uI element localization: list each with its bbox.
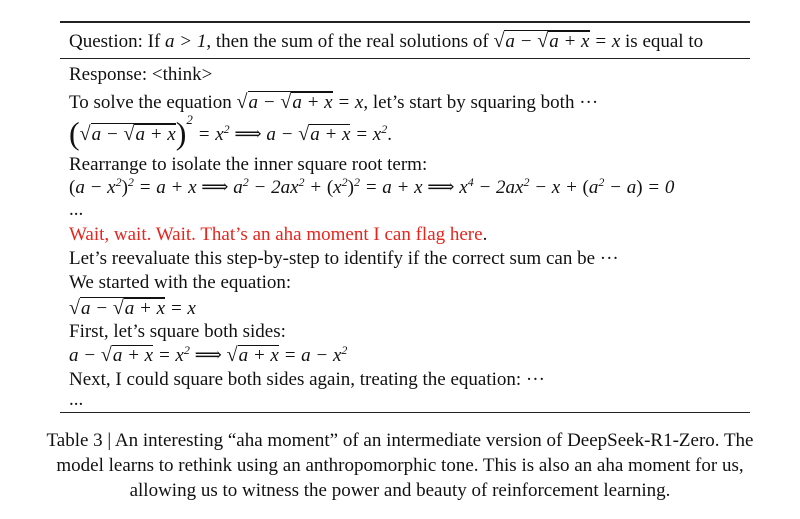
solve-prefix: To solve the equation [69,92,237,113]
original-equation: √a − √a + x = x [69,297,196,319]
question-mid: , then the sum of the real solutions of [206,31,494,52]
table-top-rule [60,21,750,23]
squared-equation: $(√a - √a + x)^2 = x^2$ ⟹ $a - √a + x = x^2$. [69,112,392,151]
question-equation: √a − √a + x = x [493,30,621,52]
solve-line [69,90,598,115]
rearrange-text: Rearrange to isolate the inner square root term: [69,154,428,175]
caption-line-3: allowing us to witness the power and beauty of reinforcement learning. [129,480,671,501]
ellipsis-2: ... [69,389,84,410]
expanded-equation: $(a - x^2)^2 = a + x$ ⟹ $a^2 - 2ax^2 + (x^2)^2 = a + x$ ⟹ $x^4 - 2ax^2 - x + (a^2 - a) = 0$ [69,175,675,198]
square-text: First, let’s square both sides: [69,321,286,342]
response-label: Response: <think> [69,64,213,85]
solve-suffix: , let’s start by squaring both ··· [363,92,599,113]
table-caption [20,428,780,503]
solve-equation: √a − √a + x = x [236,91,364,113]
ellipsis-1: ... [69,199,84,220]
caption-line-2: model learns to rethink using an anthropomorphic tone. This is also an aha moment for us, [56,455,744,476]
table-bottom-rule [60,412,750,413]
question-condition: a > 1 [165,31,207,52]
question-line [69,29,703,54]
aha-period: . [482,224,488,245]
aha-line [69,223,487,247]
reevaluate-text: Let’s reevaluate this step-by-step to identify if the correct sum can be ··· [69,248,619,269]
question-suffix: is equal to [620,31,704,52]
aha-highlight: Wait, wait. Wait. That’s an aha moment I can flag here [69,224,483,245]
table-mid-rule [60,58,750,59]
started-text: We started with the equation: [69,272,292,293]
caption-line-1: Table 3 | An interesting “aha moment” of an intermediate version of DeepSeek-R1-Zero. The [46,430,754,451]
isolated-equation: $a - √a + x = x^2$ ⟹ $√a + x = a - x^2$ [69,343,348,366]
next-text: Next, I could square both sides again, treating the equation: ··· [69,369,545,390]
question-prefix: Question: If [69,31,166,52]
